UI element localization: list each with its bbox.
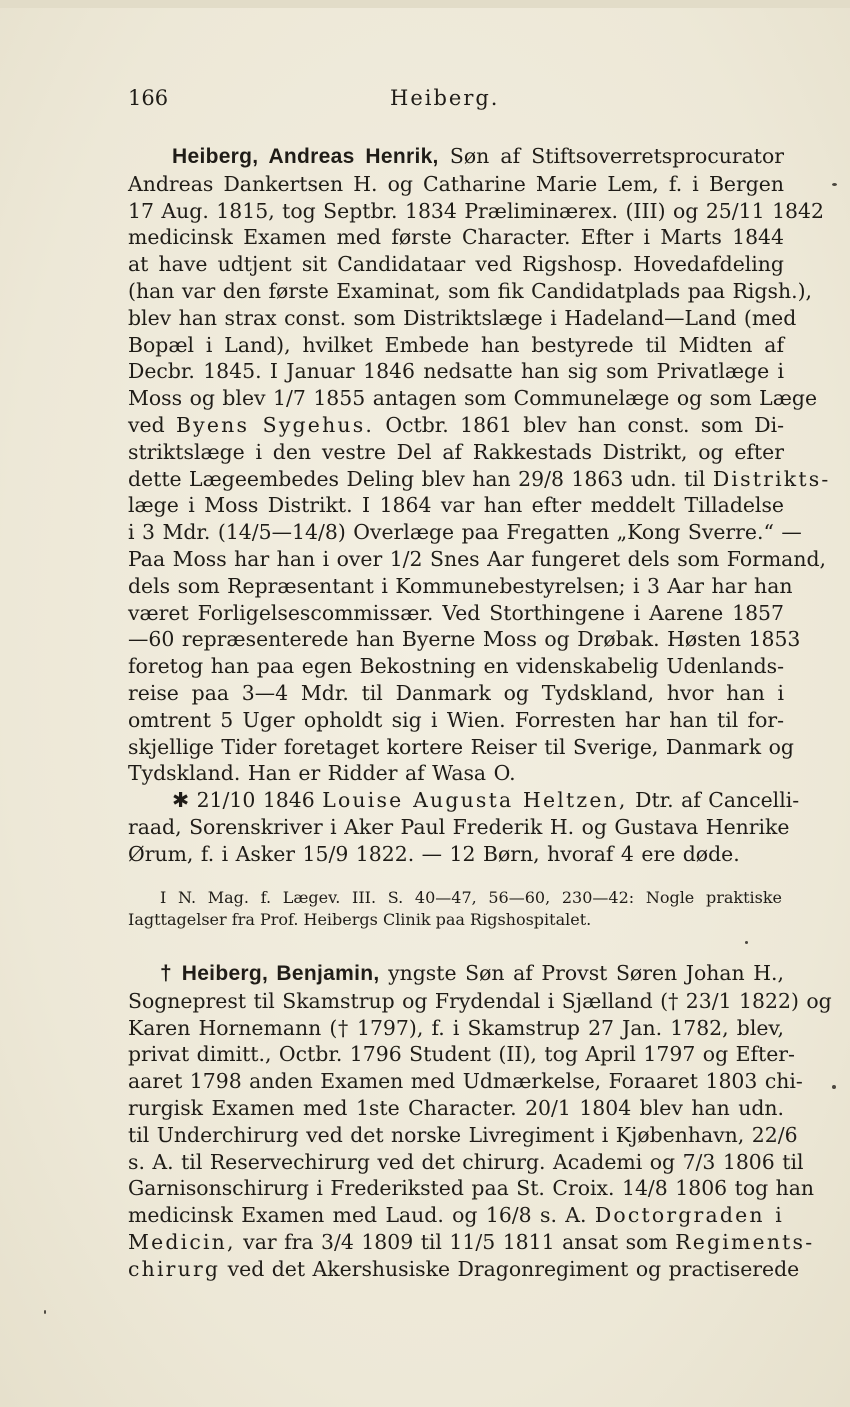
entry-line: til Underchirurg ved det norske Livregiment i Kjøbenhavn, 22/6 <box>128 1122 798 1147</box>
entry-line: Tydskland. Han er Ridder af Wasa O. <box>128 761 516 786</box>
entry-line: medicinsk Examen med Laud. og 16/8 s. A. Doctorgraden i <box>128 1203 784 1228</box>
entry-line: s. A. til Reservechirurg ved det chirurg. Academi og 7/3 1806 til <box>128 1149 804 1174</box>
entry-line: Paa Moss har han i over 1/2 Snes Aar fungeret dels som Formand, <box>128 546 827 571</box>
entry-line: været Forligelsescommissær. Ved Storthingene i Aarene 1857 <box>128 600 784 625</box>
entry-line: raad, Sorenskriver i Aker Paul Frederik H. og Gustava Henrike <box>128 814 790 839</box>
entry-line: at have udtjent sit Candidataar ved Rigshosp. Hovedafdeling <box>128 252 784 277</box>
date: 14/8 1806 <box>621 1176 728 1201</box>
entry-line: chirurg ved det Akershusiske Dragonregiment og practiserede <box>128 1256 800 1281</box>
entry-line: † Heiberg, Benjamin, yngste Søn af Provst Søren Johan H., <box>160 961 784 985</box>
entry-line: Medicin, var fra 3/4 1809 til 11/5 1811 ansat som Regiments- <box>128 1229 815 1254</box>
page-header <box>128 86 788 116</box>
date: 15/9 1822 <box>302 841 408 866</box>
date: 11/5 1811 <box>449 1229 555 1254</box>
entry-line: dette Lægeembedes Deling blev han 29/8 1863 udn. til Distrikts- <box>128 466 831 491</box>
entry-line: Garnisonschirurg i Frederiksted paa St. Croix. 14/8 1806 tog han <box>128 1176 815 1201</box>
print-speck <box>832 1085 836 1089</box>
entry-line: Ørum, f. i Asker 15/9 1822. — 12 Børn, hvoraf 4 ere døde. <box>128 841 740 866</box>
entry-line: dels som Repræsentant i Kommunebestyrelsen; i 3 Aar har han <box>128 573 793 598</box>
entry-line: Moss og blev 1/7 1855 antagen som Communelæge og som Læge <box>128 386 818 411</box>
entry-line: Karen Hornemann († 1797), f. i Skamstrup 27 Jan. 1782, blev, <box>128 1015 784 1040</box>
entry-line: —60 repræsenterede han Byerne Moss og Drøbak. Høsten 1853 <box>128 627 801 652</box>
dagger: † <box>160 962 174 985</box>
marriage-line: ✱ 21/10 1846 Louise Augusta Heltzen, Dtr. af Cancelli- <box>172 788 800 813</box>
entry-line: skjellige Tider foretaget kortere Reiser til Sverige, Danmark og <box>128 734 794 759</box>
entry-line: Decbr. 1845. I Januar 1846 nedsatte han sig som Privatlæge i <box>128 359 784 384</box>
print-speck <box>44 1310 46 1314</box>
bibliography-line: Iagttagelser fra Prof. Heibergs Clinik paa Rigshospitalet. <box>128 910 592 929</box>
entry-line: rurgisk Examen med 1ste Character. 20/1 1804 blev han udn. <box>128 1095 785 1120</box>
entry-line: aaret 1798 anden Examen med Udmærkelse, Foraaret 1803 chi- <box>128 1069 803 1094</box>
date: 23/1 1822 <box>685 988 791 1013</box>
entry-line: i 3 Mdr. (14/5—14/8) Overlæge paa Fregatten „Kong Sverre.“ — <box>128 520 802 545</box>
entry-heiberg-andreas-henrik <box>128 143 831 868</box>
entry-line: privat dimitt., Octbr. 1796 Student (II), tog April 1797 og Efter- <box>128 1042 795 1067</box>
running-head: Heiberg. <box>390 86 500 110</box>
entry-line: læge i Moss Distrikt. I 1864 var han efter meddelt Tilladelse <box>128 493 784 518</box>
date: 20/1 1804 <box>525 1095 632 1120</box>
date: 25/11 1842 <box>705 198 824 223</box>
print-speck <box>745 941 748 944</box>
spouse-name: Louise Augusta Heltzen, <box>322 788 628 813</box>
date: 22/6 <box>751 1122 798 1147</box>
entry-line: striktslæge i den vestre Del af Rakkestads Distrikt, og efter <box>128 439 784 464</box>
entry-line: 17 Aug. 1815, tog Septbr. 1834 Præliminærex. (III) og 25/11 1842 <box>128 198 824 223</box>
page-number: 166 <box>128 86 169 110</box>
date: 1/7 1855 <box>273 386 366 411</box>
entry-line: Bopæl i Land), hvilket Embede han bestyrede til Midten af <box>128 332 784 357</box>
bibliography <box>128 887 782 931</box>
entry-line: Sogneprest til Skamstrup og Frydendal i Sjælland († 23/1 1822) og <box>128 988 832 1013</box>
entry-name: Heiberg, Benjamin, <box>181 962 380 985</box>
entry-line: blev han strax const. som Distriktslæge i Hadeland—Land (med <box>128 305 797 330</box>
entry-line: reise paa 3—4 Mdr. til Danmark og Tydskland, hvor han i <box>128 680 784 705</box>
fraction: 1/2 <box>389 546 423 571</box>
entry-line: omtrent 5 Uger opholdt sig i Wien. Forresten har han til for- <box>128 707 784 732</box>
bibliography-line: I N. Mag. f. Lægev. III. S. 40—47, 56—60, 230—42: Nogle praktiske <box>160 888 782 907</box>
entry-line: foretog han paa egen Bekostning en videnskabelig Udenlands- <box>128 654 784 679</box>
entry-line: ved Byens Sygehus. Octbr. 1861 blev han const. som Di- <box>128 412 784 437</box>
entry-heiberg-benjamin <box>128 960 832 1283</box>
print-speck <box>832 183 837 186</box>
marriage-symbol: ✱ <box>172 788 190 813</box>
date: 14/5—14/8 <box>225 520 338 545</box>
date: 29/8 1863 <box>518 466 624 491</box>
date: 3/4 1809 <box>321 1229 414 1254</box>
entry-line: (han var den første Examinat, som fik Candidatplads paa Rigsh.), <box>128 278 813 303</box>
entry-line: medicinsk Examen med første Character. Efter i Marts 1844 <box>128 225 784 250</box>
page-top-edge <box>0 0 850 8</box>
entry-name: Heiberg, Andreas Henrik, <box>172 145 439 168</box>
entry-line: Andreas Dankertsen H. og Catharine Marie Lem, f. i Bergen <box>128 171 784 196</box>
date: 7/3 1806 <box>682 1149 775 1174</box>
entry-line: Heiberg, Andreas Henrik, Søn af Stiftsoverretsprocurator <box>172 144 784 168</box>
date: 21/10 1846 <box>196 788 315 813</box>
date: 16/8 <box>485 1203 532 1228</box>
